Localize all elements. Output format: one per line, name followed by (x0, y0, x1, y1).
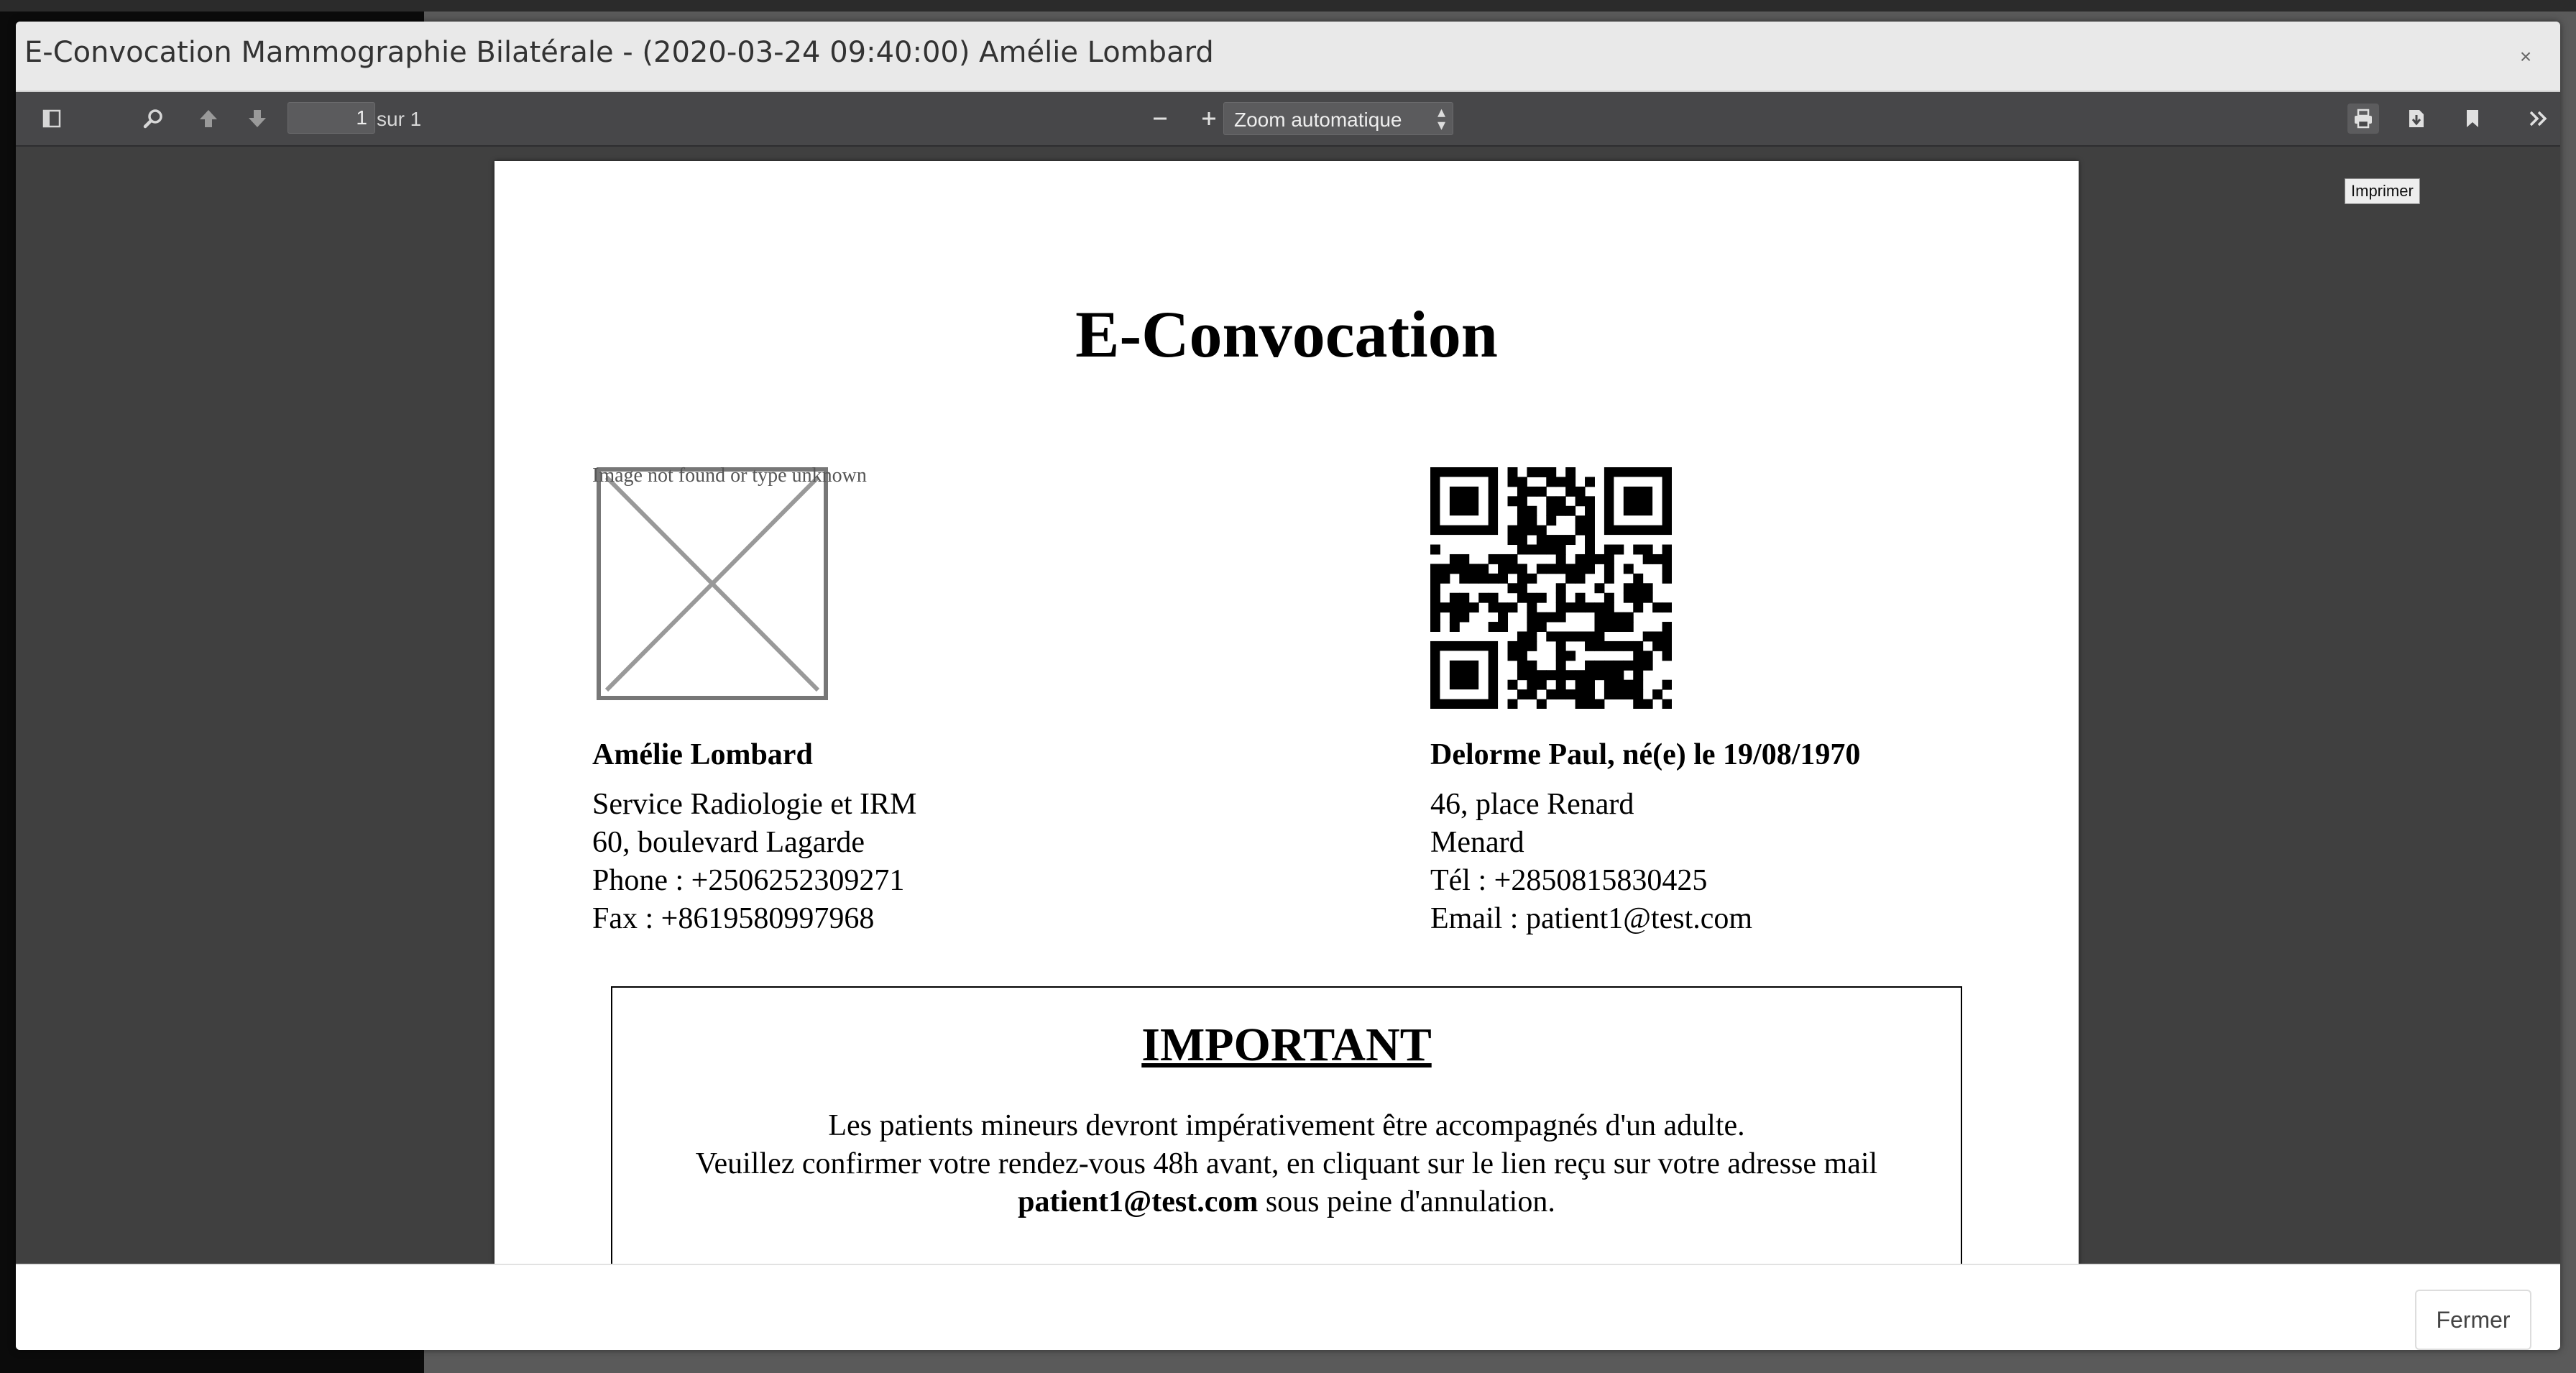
select-caret-icon: ▴ ▾ (1437, 103, 1445, 134)
background-top-strip (0, 0, 2576, 12)
sender-line: Fax : +8619580997968 (592, 902, 875, 935)
print-tooltip: Imprimer (2345, 178, 2420, 204)
modal-header (16, 22, 2560, 92)
pdf-toolbar (16, 92, 2560, 147)
close-button[interactable]: Fermer (2415, 1290, 2531, 1350)
modal-close-button[interactable]: × (2510, 40, 2542, 72)
zoom-out-icon[interactable] (1144, 104, 1176, 134)
important-line: Les patients mineurs devront impérativement être accompagnés d'un adulte. (828, 1109, 1745, 1142)
sender-name: Amélie Lombard (592, 738, 813, 771)
missing-image-text: Image not found or type unknown (592, 464, 867, 487)
patient-block (1430, 736, 1860, 938)
modal-title: E-Convocation Mammographie Bilatérale - (2020-03-24 09:40:00) Amélie Lombard (24, 36, 1214, 69)
important-line (612, 1183, 1961, 1221)
modal-footer (16, 1264, 2560, 1350)
patient-line: 46, place Renard (1430, 788, 1634, 821)
important-email: patient1@test.com (1018, 1185, 1259, 1218)
patient-line: Tél : +2850815830425 (1430, 864, 1708, 897)
bookmark-icon[interactable] (2457, 104, 2488, 134)
important-line-end: sous peine d'annulation. (1258, 1185, 1555, 1218)
tools-icon[interactable] (2523, 104, 2554, 134)
document-title: E-Convocation (1075, 298, 1498, 371)
page-count-label: sur 1 (377, 108, 422, 130)
broken-image-icon (597, 467, 828, 700)
search-icon[interactable] (138, 104, 170, 134)
page-number-input[interactable] (288, 102, 375, 134)
pdf-page (494, 161, 2079, 1264)
sender-block (592, 736, 916, 938)
important-line: Veuillez confirmer votre rendez-vous 48h avant, en cliquant sur le lien reçu sur votre adresse mail (695, 1147, 1878, 1180)
important-box (611, 986, 1962, 1264)
print-icon[interactable] (2347, 104, 2379, 134)
patient-line: Menard (1430, 826, 1524, 859)
document-scroll-area[interactable] (16, 147, 2560, 1264)
sender-line: Service Radiologie et IRM (592, 788, 917, 821)
download-icon[interactable] (2401, 104, 2432, 134)
important-text (612, 1107, 1961, 1221)
patient-name: Delorme Paul, né(e) le 19/08/1970 (1430, 738, 1861, 771)
pdf-viewer (16, 92, 2560, 1264)
zoom-select-value: Zoom automatique (1234, 109, 1402, 131)
zoom-in-icon[interactable] (1193, 104, 1225, 134)
zoom-select[interactable] (1223, 102, 1453, 135)
sender-line: 60, boulevard Lagarde (592, 826, 865, 859)
convocation-modal (16, 22, 2560, 1350)
next-page-icon[interactable] (242, 104, 273, 134)
sidebar-toggle-icon[interactable] (36, 104, 68, 134)
patient-line: Email : patient1@test.com (1430, 902, 1753, 935)
important-title: IMPORTANT (1141, 1019, 1432, 1071)
qr-code-icon (1430, 467, 1672, 709)
previous-page-icon[interactable] (193, 104, 224, 134)
sender-line: Phone : +2506252309271 (592, 864, 905, 897)
